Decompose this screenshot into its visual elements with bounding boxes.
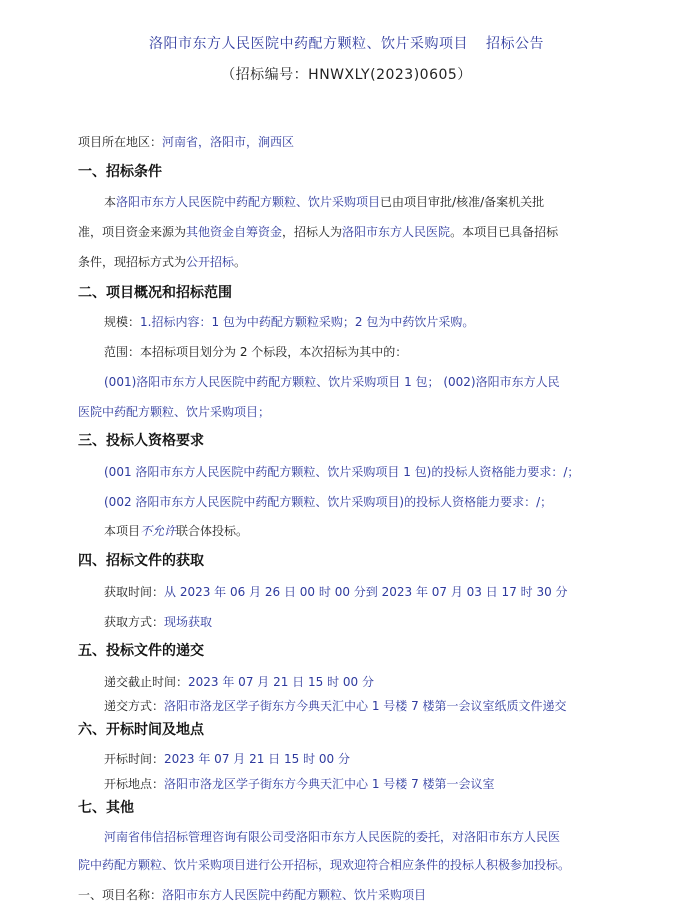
- s1-text: 本: [104, 195, 117, 209]
- s4-time-label: 获取时间：: [104, 585, 165, 599]
- s1-fund-source: 其他资金自筹资金: [186, 225, 283, 239]
- s4-acquire-time: [104, 584, 568, 600]
- section-heading-1: 一、招标条件: [78, 164, 162, 180]
- s1-text: 已由项目审批/核准/备案机关批: [380, 195, 545, 209]
- s4-method-label: 获取方式：: [104, 615, 165, 629]
- s7-paragraph-line1: 河南省伟信招标管理咨询有限公司受洛阳市东方人民医院的委托，对洛阳市东方人民医: [104, 830, 561, 844]
- s2-scale-label: 规模：: [104, 315, 141, 329]
- s1-text: ，招标人为: [282, 225, 343, 239]
- section-heading-5: 五、投标文件的递交: [78, 643, 204, 659]
- s3-text: 本项目: [104, 524, 141, 538]
- s7-item-label: 一、项目名称：: [78, 888, 163, 902]
- s1-tenderer: 洛阳市东方人民医院: [342, 225, 451, 239]
- s4-time-value: 从 2023 年 06 月 26 日 00 时 00 分到 2023 年 07 月 03 日 17 时 30 分: [164, 585, 568, 599]
- s1-text: 。本项目已具备招标: [450, 225, 559, 239]
- bid-number: （招标编号：HNWXLY(2023)0605）: [221, 67, 472, 83]
- s3-requirement-1: (001 洛阳市东方人民医院中药配方颗粒、饮片采购项目 1 包)的投标人资格能力要求：/；: [104, 465, 580, 479]
- s1-paragraph-line2: [78, 224, 558, 240]
- s1-text: 条件，现招标方式为: [78, 255, 187, 269]
- page-title: [0, 33, 693, 53]
- s5-method-value: 洛阳市洛龙区学子街东方今典天汇中心 1 号楼 7 楼第一会议室纸质文件递交: [164, 699, 567, 713]
- s5-submit-method: [104, 698, 567, 714]
- s6-open-time: [104, 751, 350, 767]
- s1-bid-method: 公开招标: [186, 255, 235, 269]
- s2-scope: 范围：本招标项目划分为 2 个标段，本次招标为其中的：: [104, 345, 408, 359]
- title-suffix: 招标公告: [486, 36, 544, 52]
- section-heading-4: 四、招标文件的获取: [78, 553, 204, 569]
- s3-joint-bid: [104, 523, 248, 539]
- s4-method-value: 现场获取: [164, 615, 213, 629]
- s4-acquire-method: [104, 614, 212, 630]
- s6-time-label: 开标时间：: [104, 752, 165, 766]
- section-heading-3: 三、投标人资格要求: [78, 433, 204, 449]
- s3-joint-status: 不允许: [140, 524, 177, 538]
- s3-requirement-2: (002 洛阳市东方人民医院中药配方颗粒、饮片采购项目)的投标人资格能力要求：/；: [104, 495, 553, 509]
- s1-paragraph-line3: [78, 254, 246, 270]
- s6-time-value: 2023 年 07 月 21 日 15 时 00 分: [164, 752, 350, 766]
- s7-item-project-name: [78, 887, 426, 903]
- s7-item-value: 洛阳市东方人民医院中药配方颗粒、饮片采购项目: [162, 888, 427, 902]
- s2-lots-line2: 医院中药配方颗粒、饮片采购项目；: [78, 405, 271, 419]
- s5-method-label: 递交方式：: [104, 699, 165, 713]
- s6-open-place: [104, 776, 495, 792]
- s1-paragraph-line1: [104, 194, 544, 210]
- s5-deadline-value: 2023 年 07 月 21 日 15 时 00 分: [188, 675, 374, 689]
- s6-place-value: 洛阳市洛龙区学子街东方今典天汇中心 1 号楼 7 楼第一会议室: [164, 777, 495, 791]
- s6-place-label: 开标地点：: [104, 777, 165, 791]
- section-heading-2: 二、项目概况和招标范围: [78, 285, 232, 301]
- s2-scale-value: 1.招标内容：1 包为中药配方颗粒采购；2 包为中药饮片采购。: [140, 315, 475, 329]
- project-region: [78, 134, 294, 150]
- s5-deadline-label: 递交截止时间：: [104, 675, 189, 689]
- s2-scale: [104, 314, 474, 330]
- s1-text: 。: [234, 255, 247, 269]
- region-label: 项目所在地区：: [78, 135, 163, 149]
- section-heading-7: 七、其他: [78, 800, 134, 816]
- s2-lots-line1: (001)洛阳市东方人民医院中药配方颗粒、饮片采购项目 1 包； (002)洛阳市东方人民: [104, 375, 560, 389]
- s5-deadline: [104, 674, 374, 690]
- region-value: 河南省，洛阳市，涧西区: [162, 135, 295, 149]
- s1-project-name: 洛阳市东方人民医院中药配方颗粒、饮片采购项目: [116, 195, 381, 209]
- title-main: 洛阳市东方人民医院中药配方颗粒、饮片采购项目: [149, 36, 468, 52]
- s1-text: 准，项目资金来源为: [78, 225, 187, 239]
- s3-text: 联合体投标。: [176, 524, 249, 538]
- s7-paragraph-line2: 院中药配方颗粒、饮片采购项目进行公开招标，现欢迎符合相应条件的投标人积极参加投标。: [78, 858, 571, 872]
- section-heading-6: 六、开标时间及地点: [78, 722, 204, 738]
